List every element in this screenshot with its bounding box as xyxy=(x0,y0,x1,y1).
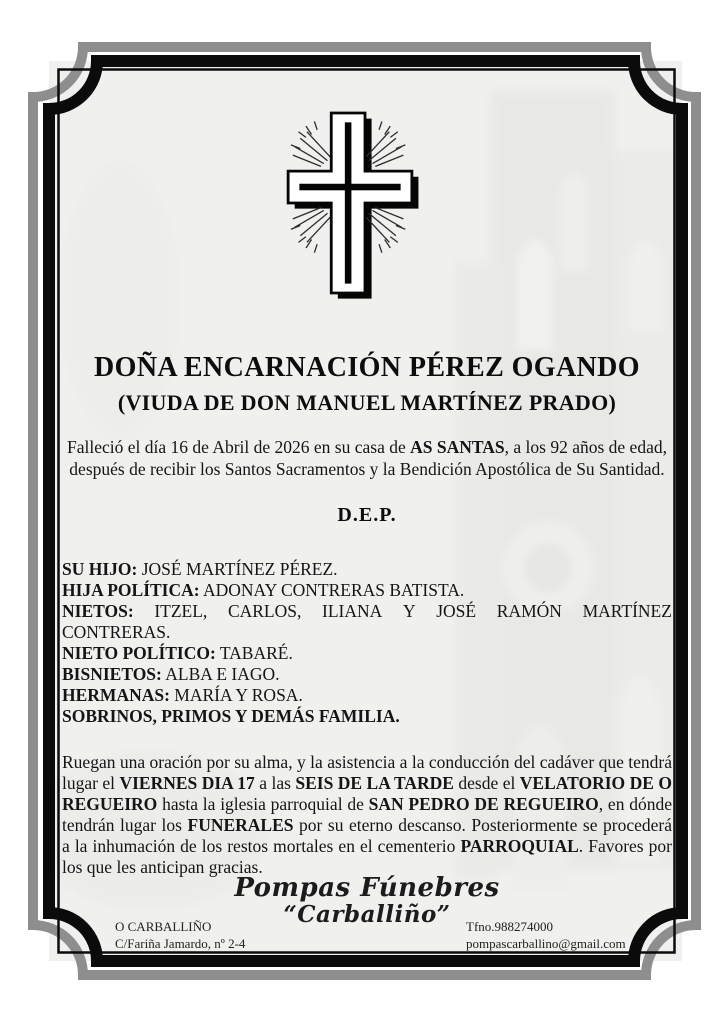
family-value: JOSÉ MARTÍNEZ PÉREZ. xyxy=(137,559,338,579)
text-segment: por su eterno descanso. Posteriormente se procederá a la inhumación de los restos mortales en el cementerio xyxy=(62,815,672,856)
text-segment: Falleció el día 16 de Abril de 2026 en su casa de xyxy=(67,437,411,457)
family-value: ADONAY CONTRERAS BATISTA. xyxy=(199,580,465,600)
footer-street: C/Fariña Jamardo, nº 2-4 xyxy=(115,936,246,951)
bold-text-segment: SEIS DE LA TARDE xyxy=(295,773,454,793)
bold-text-segment: VELATORIO DE O REGUEIRO xyxy=(62,773,672,814)
word: Y xyxy=(402,601,416,621)
family-list xyxy=(62,559,672,727)
word: NIETOS: xyxy=(62,601,134,621)
logo-line2: “Carballiño” xyxy=(283,901,451,928)
word: MARTÍNEZ xyxy=(582,601,672,621)
text-segment: después de recibir los Santos Sacramentos y la Bendición Apostólica de Su Santidad. xyxy=(69,459,665,479)
bold-text-segment: AS SANTAS xyxy=(410,437,505,457)
word: CARLOS, xyxy=(227,601,302,621)
family-label: HIJA POLÍTICA: xyxy=(62,580,200,600)
family-row-sisters xyxy=(62,685,672,706)
text-segment: Ruegan una oración por su alma, y la asistencia a la conducción del cadáver que tendrá lugar el xyxy=(62,752,672,793)
word: JOSÉ xyxy=(436,601,477,621)
family-label: BISNIETOS: xyxy=(62,664,162,684)
family-row-daughter-in-law xyxy=(62,580,672,601)
text-segment: desde el xyxy=(453,773,520,793)
cross-emblem xyxy=(275,108,425,312)
family-value: MARÍA Y ROSA. xyxy=(169,685,303,705)
text-segment: a las xyxy=(254,773,296,793)
family-row-great-grandchildren xyxy=(62,664,672,685)
latin-cross-icon xyxy=(275,108,425,312)
footer-city: O CARBALLIÑO xyxy=(115,919,212,934)
text-segment: hasta la iglesia parroquial de xyxy=(157,794,369,814)
bold-text-segment: VIERNES DIA 17 xyxy=(119,773,255,793)
family-row-relatives xyxy=(62,706,672,727)
bold-text-segment: FUNERALES xyxy=(187,815,294,835)
family-value: TABARÉ. xyxy=(215,643,293,663)
footer-phone: Tfno.988274000 xyxy=(466,919,554,934)
family-label: HERMANAS: xyxy=(62,685,170,705)
footer-address-block xyxy=(115,918,245,952)
family-label: SOBRINOS, PRIMOS Y DEMÁS FAMILIA. xyxy=(62,706,400,726)
family-label: SU HIJO: xyxy=(62,559,138,579)
word: ITZEL, xyxy=(154,601,208,621)
footer-contact-block xyxy=(466,918,626,952)
word: RAMÓN xyxy=(496,601,562,621)
notice-content xyxy=(60,70,674,952)
family-row-grandchildren-line2: CONTRERAS. xyxy=(62,622,171,642)
word: ILIANA xyxy=(322,601,383,621)
text-segment: , en dónde tendrán lugar los xyxy=(62,794,672,835)
family-row-grandson-in-law xyxy=(62,643,672,664)
text-segment: , a los 92 años de edad, xyxy=(504,437,667,457)
widow-subtitle: (VIUDA DE DON MANUEL MARTÍNEZ PRADO) xyxy=(117,390,617,415)
logo-line1: Pompas Fúnebres xyxy=(234,873,500,903)
dep-abbreviation: D.E.P. xyxy=(337,504,397,526)
family-row-grandchildren-line1 xyxy=(62,601,672,622)
deceased-name-title: DOÑA ENCARNACIÓN PÉREZ OGANDO xyxy=(94,352,640,383)
footer-email: pompascarballino@gmail.com xyxy=(466,936,626,951)
family-label: NIETO POLÍTICO: xyxy=(62,643,216,663)
bold-text-segment: SAN PEDRO DE REGUEIRO xyxy=(368,794,599,814)
bold-text-segment: PARROQUIAL xyxy=(460,836,579,856)
death-announcement-paragraph xyxy=(66,436,668,480)
family-row-son xyxy=(62,559,672,580)
family-value: ALBA E IAGO. xyxy=(161,664,280,684)
funeral-details-paragraph xyxy=(62,752,672,878)
text-segment: . Favores por los que les anticipan gracias. xyxy=(62,836,672,877)
